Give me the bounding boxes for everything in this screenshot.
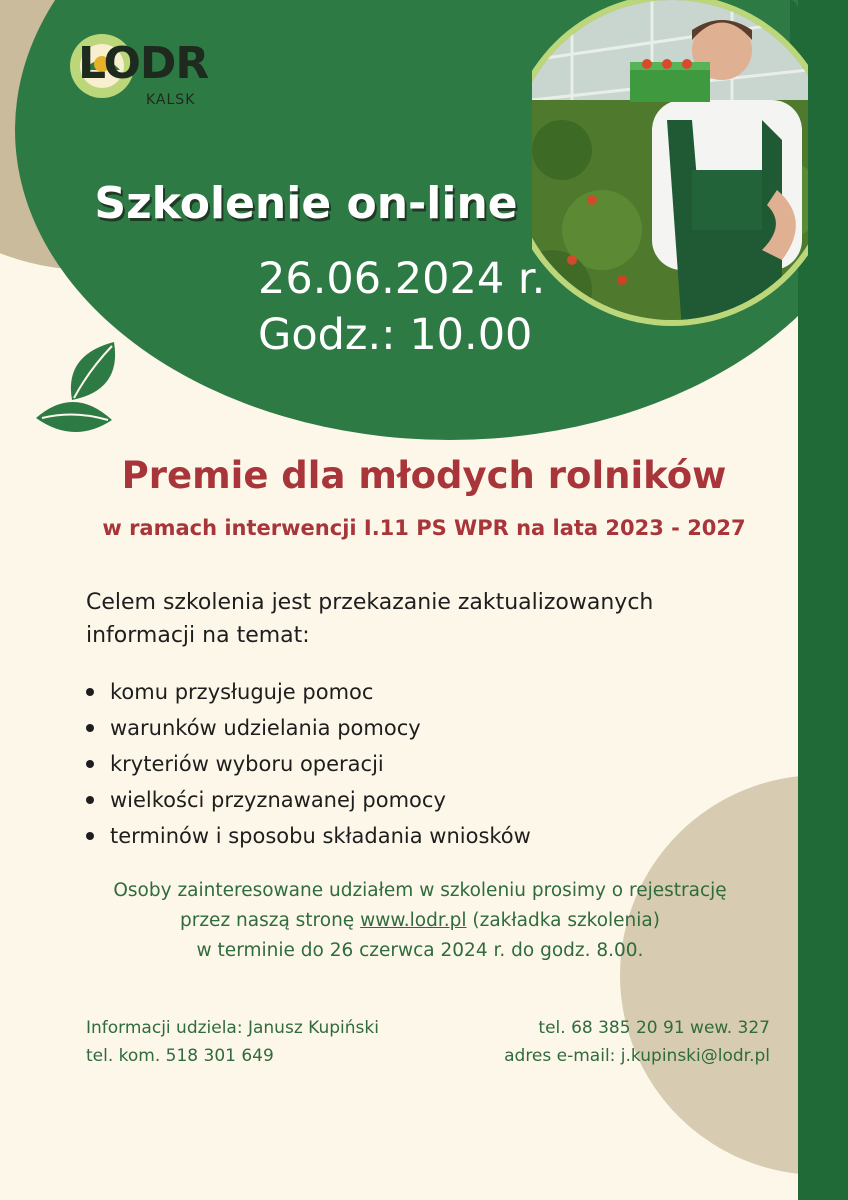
contact-mobile: tel. kom. 518 301 649 (86, 1046, 274, 1066)
contact-phone: tel. 68 385 20 91 wew. 327 (538, 1018, 770, 1038)
event-time: Godz.: 10.00 (258, 310, 533, 360)
registration-line-2-pre: przez naszą stronę (180, 910, 361, 931)
contact-left (86, 1014, 379, 1070)
logo-wordmark: LODR (78, 38, 209, 89)
list-item: kryteriów wyboru operacji (86, 746, 531, 782)
list-item: wielkości przyznawanej pomocy (86, 782, 531, 818)
leaf-icon (34, 340, 124, 440)
contact-right (504, 1014, 770, 1070)
topic-list (86, 674, 531, 854)
event-date: 26.06.2024 r. (258, 254, 546, 304)
headline-subtitle: w ramach interwencji I.11 PS WPR na lata 2023 - 2027 (102, 516, 746, 540)
list-item: warunków udzielania pomocy (86, 710, 531, 746)
registration-line-2 (40, 906, 800, 936)
farmer-photo (532, 0, 808, 330)
intro-text: Celem szkolenia jest przekazanie zaktualizowanych informacji na temat: (86, 590, 654, 648)
logo-subtitle: KALSK (146, 92, 196, 108)
website-link[interactable]: www.lodr.pl (360, 910, 467, 931)
registration-line-2-post: (zakładka szkolenia) (466, 910, 660, 931)
list-item: komu przysługuje pomoc (86, 674, 531, 710)
headline-title: Premie dla młodych rolników (121, 454, 727, 497)
contact-person: Informacji udziela: Janusz Kupiński (86, 1018, 379, 1038)
list-item: terminów i sposobu składania wniosków (86, 818, 531, 854)
registration-line-3: w terminie do 26 czerwca 2024 r. do godz. 8.00. (196, 940, 644, 961)
contact-email[interactable]: adres e-mail: j.kupinski@lodr.pl (504, 1046, 770, 1066)
registration-line-1: Osoby zainteresowane udziałem w szkoleniu prosimy o rejestrację (113, 880, 727, 901)
registration-notice (40, 876, 800, 966)
event-title: Szkolenie on-line (94, 178, 518, 229)
